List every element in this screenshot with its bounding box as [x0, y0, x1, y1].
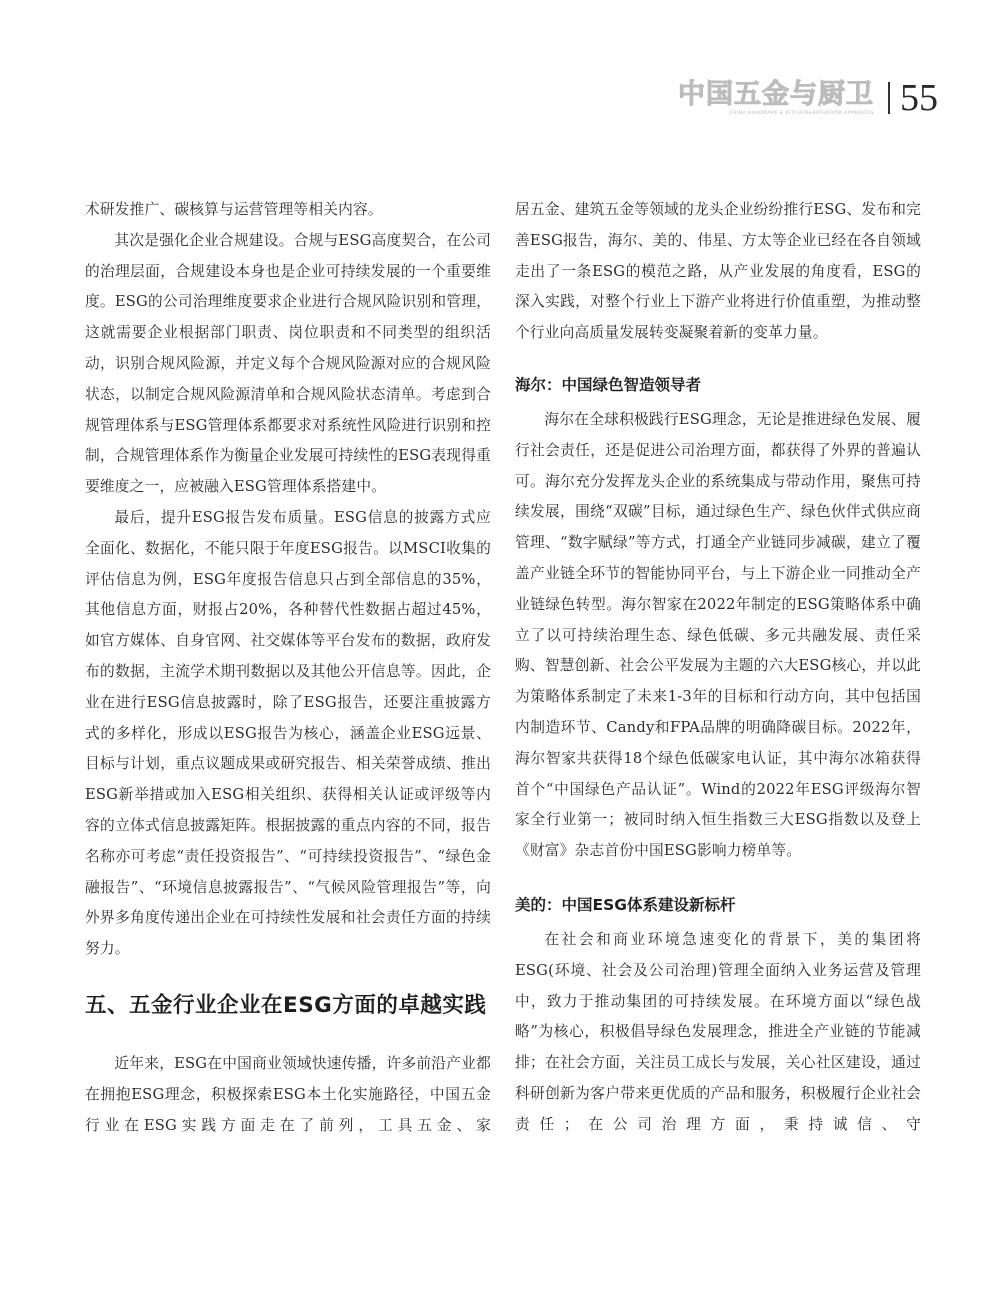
haier-subtitle: 海尔：中国绿色智造领导者: [515, 375, 702, 394]
left-paragraph-4: 近年来，ESG在中国商业领域快速传播，许多前沿产业都在拥抱ESG理念，积极探索ESG本土化实施路径，中国五金行业在ESG实践方面走在了前列，工具五金、家: [85, 1054, 491, 1134]
left-column: [85, 195, 491, 1141]
header-divider: [888, 82, 890, 114]
magazine-logo: [678, 80, 874, 117]
right-paragraph-1: 居五金、建筑五金等领域的龙头企业纷纷推行ESG、发布和完善ESG报告，海尔、美的、伟星、方太等企业已经在各自领域走出了一条ESG的模范之路，从产业发展的角度看，ESG的深入实践，对整个行业上下游产业将进行价值重塑，为推动整个行业向高质量发展转变凝聚着新的变革力量。: [515, 201, 921, 342]
haier-paragraph: 海尔在全球积极践行ESG理念，无论是推进绿色发展、履行社会责任，还是促进公司治理方面，都获得了外界的普遍认可。海尔充分发挥龙头企业的系统集成与带动作用，聚焦可持续发展，围绕“双碳”目标，通过绿色生产、绿色伙伴式供应商管理、“数字赋绿”等方式，打通全产业链同步减碳，建立了覆盖产业链全环节的智能协同平台，与上下游企业一同推动全产业链绿色转型。海尔智家在2022年制定的ESG策略体系中确立了以可持续治理生态、绿色低碳、多元共融发展、责任采购、智慧创新、社会公平发展为主题的六大ESG核心，并以此为策略体系制定了未来1-3年的目标和行动方向，其中包括国内制造环节、Candy和FPA品牌的明确降碳目标。2022年，海尔智家共获得18个绿色低碳家电认证，其中海尔冰箱获得首个“中国绿色产品认证”。Wind的2022年ESG评级海尔智家全行业第一；被同时纳入恒生指数三大ESG指数以及登上《财富》杂志首份中国ESG影响力榜单等。: [515, 410, 921, 860]
section-title: 五、五金行业企业在ESG方面的卓越实践: [85, 992, 487, 1018]
left-paragraph-3: 最后，提升ESG报告发布质量。ESG信息的披露方式应全面化、数据化，不能只限于年度ESG报告。以MSCI收集的评估信息为例，ESG年度报告信息只占到全部信息的35%，其他信息方面，财报占20%，各种替代性数据占超过45%，如官方媒体、自身官网、社交媒体等平台发布的数据，政府发布的数据，主流学术期刊数据以及其他公开信息等。因此，企业在进行ESG信息披露时，除了ESG报告，还要注重披露方式的多样化，形成以ESG报告为核心，涵盖企业ESG远景、目标与计划，重点议题成果或研究报告、相关荣誉成绩、推出ESG新举措或加入ESG相关组织、获得相关认证或评级等内容的立体式信息披露矩阵。根据披露的重点内容的不同，报告名称亦可考虑“责任投资报告”、“可持续投资报告”、“绿色金融报告”、“环境信息披露报告”、“气候风险管理报告”等，向外界多角度传递出企业在可持续性发展和社会责任方面的持续努力。: [85, 508, 491, 958]
page-number: 55: [900, 77, 938, 119]
left-paragraph-2: 其次是强化企业合规建设。合规与ESG高度契合，在公司的治理层面，合规建设本身也是企业可持续发展的一个重要维度。ESG的公司治理维度要求企业进行合规风险识别和管理，这就需要企业根据部门职责、岗位职责和不同类型的组织活动，识别合规风险源，并定义每个合规风险源对应的合规风险状态，以制定合规风险源清单和合规风险状态清单。考虑到合规管理体系与ESG管理体系都要求对系统性风险进行识别和控制，合规管理体系作为衡量企业发展可持续性的ESG表现得重要维度之一，应被融入ESG管理体系搭建中。: [85, 231, 491, 496]
page-header: [678, 78, 938, 118]
left-paragraph-1: 术研发推广、碳核算与运营管理等相关内容。: [85, 201, 383, 218]
midea-subtitle: 美的：中国ESG体系建设新标杆: [515, 895, 736, 914]
midea-paragraph: 在社会和商业环境急速变化的背景下，美的集团将ESG(环境、社会及公司治理)管理全面纳入业务运营及管理中，致力于推动集团的可持续发展。在环境方面以“绿色战略”为核心，积极倡导绿色发展理念，推进全产业链的节能减排；在社会方面，关注员工成长与发展，关心社区建设，通过科研创新为客户带来更优质的产品和服务，积极履行企业社会责任；在公司治理方面，秉持诚信、守: [515, 930, 921, 1133]
logo-subtext: CHINA HARDWARE & KITCHEN&BATHROOM APPARATUS: [729, 110, 874, 116]
right-column: [515, 195, 921, 1141]
logo-text: 中国五金与厨卫: [678, 78, 874, 110]
